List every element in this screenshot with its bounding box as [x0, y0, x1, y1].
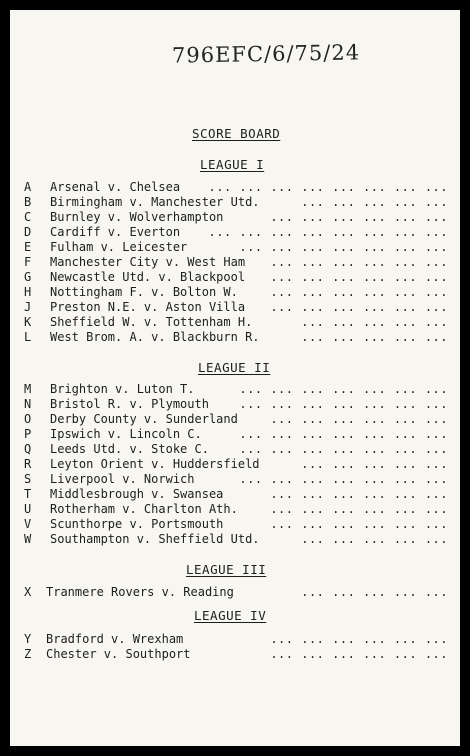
- fixture-letter: S: [24, 472, 32, 486]
- fixture-row: [24, 487, 448, 502]
- fixture-row: [24, 532, 448, 547]
- fixture-row: [24, 472, 448, 487]
- score-dots: ... ... ... ... ...: [301, 532, 448, 546]
- league-heading: LEAGUE III: [186, 562, 267, 577]
- fixture-letter: P: [24, 427, 32, 441]
- fixture-row: [24, 210, 448, 225]
- fixture-teams: Middlesbrough v. Swansea: [50, 487, 224, 501]
- fixture-teams: Liverpool v. Norwich: [50, 472, 195, 486]
- fixture-teams: West Brom. A. v. Blackburn R.: [50, 330, 260, 344]
- fixture-letter: R: [24, 457, 32, 471]
- score-dots: ... ... ... ... ... ...: [270, 647, 448, 661]
- fixture-teams: Derby County v. Sunderland: [50, 412, 238, 426]
- fixture-teams: Burnley v. Wolverhampton: [50, 210, 224, 224]
- score-dots: ... ... ... ... ... ...: [270, 300, 448, 314]
- fixture-row: [24, 330, 448, 345]
- fixture-row: [24, 270, 448, 285]
- fixture-letter: Q: [24, 442, 32, 456]
- score-dots: ... ... ... ... ... ...: [270, 285, 448, 299]
- fixture-teams: Newcastle Utd. v. Blackpool: [50, 270, 246, 284]
- fixture-teams: Manchester City v. West Ham: [50, 255, 246, 269]
- fixture-letter: E: [24, 240, 32, 254]
- fixture-teams: Bradford v. Wrexham: [46, 632, 184, 646]
- fixture-row: [24, 255, 448, 270]
- fixture-row: [24, 517, 448, 532]
- fixture-teams: Southampton v. Sheffield Utd.: [50, 532, 260, 546]
- fixture-letter: O: [24, 412, 32, 426]
- fixture-letter: G: [24, 270, 32, 284]
- fixture-row: [24, 632, 448, 647]
- score-dots: ... ... ... ... ...: [301, 585, 448, 599]
- fixture-letter: M: [24, 382, 32, 396]
- fixture-teams: Rotherham v. Charlton Ath.: [50, 502, 238, 516]
- score-dots: ... ... ... ... ... ... ...: [239, 240, 448, 254]
- fixture-row: [24, 412, 448, 427]
- fixture-letter: J: [24, 300, 32, 314]
- score-dots: ... ... ... ... ... ... ... ...: [208, 225, 448, 239]
- programme-page: [10, 10, 460, 746]
- fixture-teams: Ipswich v. Lincoln C.: [50, 427, 202, 441]
- score-dots: ... ... ... ... ... ...: [270, 632, 448, 646]
- score-dots: ... ... ... ... ... ...: [270, 270, 448, 284]
- fixture-row: [24, 315, 448, 330]
- fixture-letter: B: [24, 195, 32, 209]
- fixture-letter: C: [24, 210, 32, 224]
- score-dots: ... ... ... ... ...: [301, 315, 448, 329]
- fixture-teams: Scunthorpe v. Portsmouth: [50, 517, 224, 531]
- fixture-letter: Y: [24, 632, 32, 646]
- fixture-letter: U: [24, 502, 32, 516]
- fixture-row: [24, 397, 448, 412]
- score-dots: ... ... ... ... ... ... ...: [239, 472, 448, 486]
- league-heading: LEAGUE IV: [194, 608, 267, 623]
- fixture-letter: V: [24, 517, 32, 531]
- fixture-letter: T: [24, 487, 32, 501]
- fixture-row: [24, 225, 448, 240]
- page-title: SCORE BOARD: [192, 126, 281, 141]
- fixture-row: [24, 585, 448, 600]
- fixture-letter: K: [24, 315, 32, 329]
- fixture-letter: D: [24, 225, 32, 239]
- league-heading: LEAGUE II: [198, 360, 271, 375]
- fixture-row: [24, 427, 448, 442]
- fixture-teams: Leeds Utd. v. Stoke C.: [50, 442, 209, 456]
- fixture-letter: N: [24, 397, 32, 411]
- fixture-row: [24, 647, 448, 662]
- fixture-teams: Fulham v. Leicester: [50, 240, 188, 254]
- fixture-teams: Brighton v. Luton T.: [50, 382, 195, 396]
- score-dots: ... ... ... ... ... ...: [270, 502, 448, 516]
- league-heading: LEAGUE I: [200, 157, 265, 172]
- fixture-row: [24, 240, 448, 255]
- fixture-teams: Chester v. Southport: [46, 647, 191, 661]
- score-dots: ... ... ... ... ... ... ...: [239, 382, 448, 396]
- score-dots: ... ... ... ... ... ... ...: [239, 442, 448, 456]
- fixture-teams: Sheffield W. v. Tottenham H.: [50, 315, 253, 329]
- fixture-letter: F: [24, 255, 32, 269]
- fixture-letter: X: [24, 585, 32, 599]
- fixture-letter: L: [24, 330, 32, 344]
- fixture-letter: W: [24, 532, 32, 546]
- fixture-letter: Z: [24, 647, 32, 661]
- score-dots: ... ... ... ... ... ... ... ...: [208, 180, 448, 194]
- fixture-row: [24, 300, 448, 315]
- fixture-row: [24, 442, 448, 457]
- fixture-teams: Tranmere Rovers v. Reading: [46, 585, 234, 599]
- score-dots: ... ... ... ... ...: [301, 457, 448, 471]
- score-dots: ... ... ... ... ...: [301, 330, 448, 344]
- fixture-teams: Leyton Orient v. Huddersfield: [50, 457, 260, 471]
- score-dots: ... ... ... ... ... ... ...: [239, 427, 448, 441]
- fixture-row: [24, 502, 448, 517]
- fixture-teams: Bristol R. v. Plymouth: [50, 397, 209, 411]
- fixture-row: [24, 382, 448, 397]
- score-dots: ... ... ... ... ... ...: [270, 412, 448, 426]
- fixture-row: [24, 285, 448, 300]
- score-dots: ... ... ... ... ... ... ...: [239, 397, 448, 411]
- fixture-teams: Cardiff v. Everton: [50, 225, 181, 239]
- score-dots: ... ... ... ... ... ...: [270, 487, 448, 501]
- score-dots: ... ... ... ... ... ...: [270, 210, 448, 224]
- fixture-teams: Birmingham v. Manchester Utd.: [50, 195, 260, 209]
- fixture-row: [24, 180, 448, 195]
- fixture-teams: Nottingham F. v. Bolton W.: [50, 285, 238, 299]
- handwritten-reference: 796EFC/6/75/24: [171, 40, 361, 68]
- score-dots: ... ... ... ... ...: [301, 195, 448, 209]
- fixture-row: [24, 457, 448, 472]
- score-dots: ... ... ... ... ... ...: [270, 255, 448, 269]
- fixture-letter: A: [24, 180, 32, 194]
- fixture-letter: H: [24, 285, 32, 299]
- fixture-teams: Preston N.E. v. Aston Villa: [50, 300, 246, 314]
- fixture-row: [24, 195, 448, 210]
- score-dots: ... ... ... ... ... ...: [270, 517, 448, 531]
- fixture-teams: Arsenal v. Chelsea: [50, 180, 181, 194]
